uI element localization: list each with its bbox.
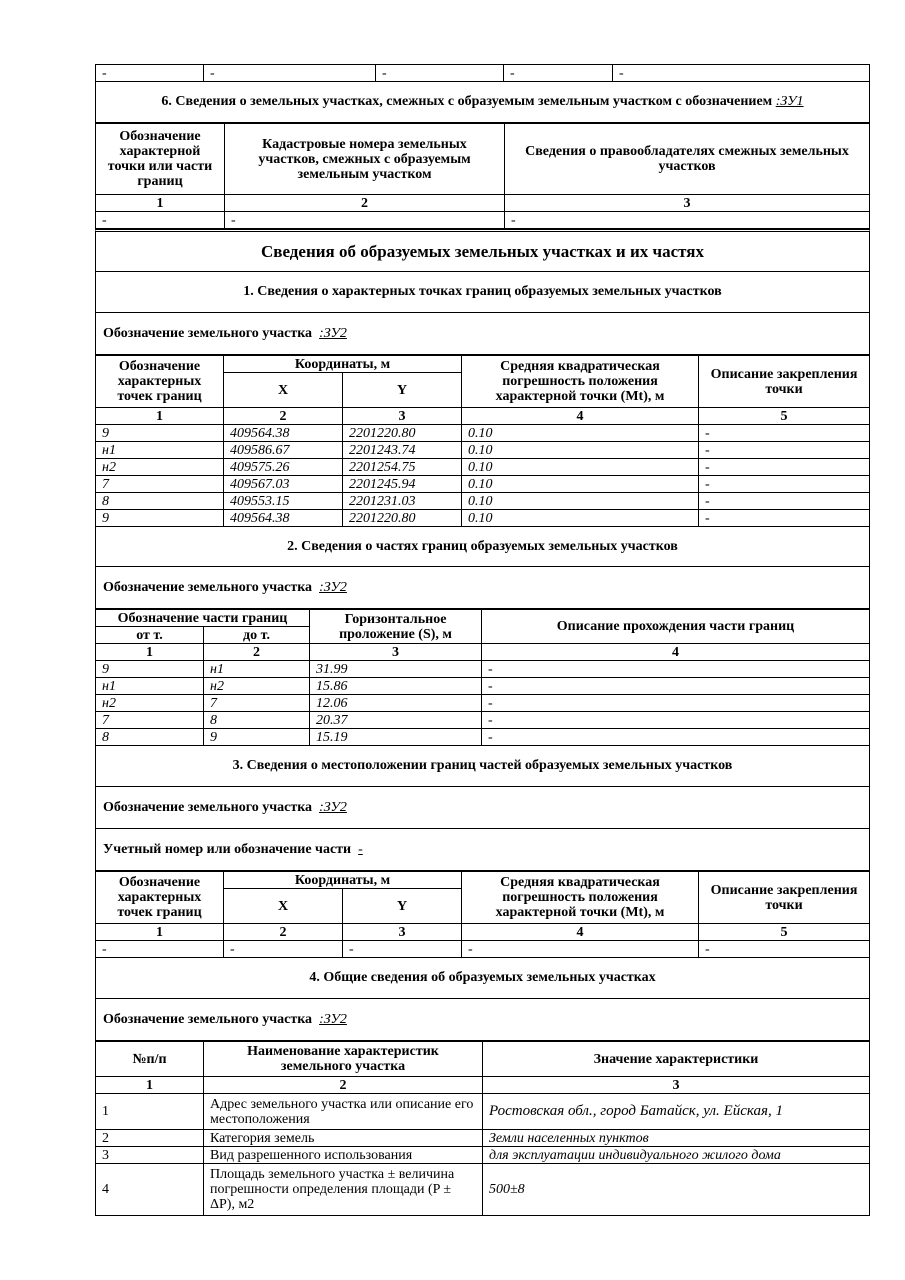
col-number-row	[96, 408, 870, 425]
cell: Категория земель	[204, 1130, 483, 1147]
col-header-error: Средняя квадратическая погрешность положения характерной точки (Mt), м	[462, 872, 699, 924]
section3-parcel-label: Обозначение земельного участка	[103, 799, 313, 815]
cell: 7	[96, 476, 224, 493]
cell: -	[224, 941, 343, 958]
cell: -	[699, 941, 870, 958]
col-header-error: Средняя квадратическая погрешность положения характерной точки (Mt), м	[462, 356, 699, 408]
cell: -	[505, 212, 870, 229]
col-number: 1	[96, 924, 224, 941]
header-row	[96, 124, 870, 195]
cell: 0.10	[462, 510, 699, 527]
cell: -	[699, 476, 870, 493]
col-number: 3	[343, 924, 462, 941]
table-row	[96, 65, 870, 82]
col-header-designation: Обозначение характерных точек границ	[96, 872, 224, 924]
adjacent-heading	[95, 82, 870, 123]
section1-parcel-row	[95, 313, 870, 355]
section3-parcel-value: :ЗУ2	[319, 799, 347, 815]
cell: Адрес земельного участка или описание его местоположения	[204, 1094, 483, 1130]
col-number: 2	[204, 644, 310, 661]
col-number: 3	[505, 195, 870, 212]
cell: 4	[96, 1164, 204, 1216]
section4-parcel-row	[95, 999, 870, 1041]
section1-parcel-label: Обозначение земельного участка	[103, 325, 313, 341]
col-number: 3	[483, 1077, 870, 1094]
cell: -	[482, 729, 870, 746]
table-row	[96, 442, 870, 459]
section2-parcel-label: Обозначение земельного участка	[103, 579, 313, 595]
col-header-fix: Описание закрепления точки	[699, 356, 870, 408]
col-number: 3	[343, 408, 462, 425]
main-title-text: Сведения об образуемых земельных участках и их частях	[261, 241, 704, 261]
document-frame	[95, 64, 870, 1216]
section1-parcel-value: :ЗУ2	[319, 325, 347, 341]
cell: -	[96, 65, 204, 82]
cell: 1	[96, 1094, 204, 1130]
col-header-name: Наименование характеристик земельного участка	[204, 1042, 483, 1077]
cell: 3	[96, 1147, 204, 1164]
col-number: 2	[225, 195, 505, 212]
cell: н1	[96, 678, 204, 695]
col-header-to: до т.	[204, 627, 310, 644]
cell: -	[96, 941, 224, 958]
header-row	[96, 610, 870, 627]
col-number: 1	[96, 1077, 204, 1094]
cell: -	[699, 510, 870, 527]
col-header-cadastral: Кадастровые номера земельных участков, смежных с образуемым земельным участком	[225, 124, 505, 195]
cell: 500±8	[483, 1164, 870, 1216]
table-row	[96, 1164, 870, 1216]
cell: 409564.38	[224, 425, 343, 442]
cell: 12.06	[310, 695, 482, 712]
col-header-fix: Описание закрепления точки	[699, 872, 870, 924]
adjacent-table	[95, 123, 870, 229]
table-row	[96, 695, 870, 712]
col-header-value: Значение характеристики	[483, 1042, 870, 1077]
cell: 2201231.03	[343, 493, 462, 510]
section2-parts-table	[95, 609, 870, 746]
cell: -	[613, 65, 870, 82]
section4-parcel-label: Обозначение земельного участка	[103, 1011, 313, 1027]
adjacent-heading-text: 6. Сведения о земельных участках, смежных с образуемым земельным участком с обозначением	[161, 94, 773, 109]
col-header-owners: Сведения о правообладателях смежных земельных участков	[505, 124, 870, 195]
header-row	[96, 872, 870, 889]
table-row	[96, 1094, 870, 1130]
col-header-coords: Координаты, м	[224, 356, 462, 373]
section4-general-table	[95, 1041, 870, 1216]
cell: 7	[204, 695, 310, 712]
section3-part-row	[95, 829, 870, 871]
col-number: 5	[699, 408, 870, 425]
col-number: 5	[699, 924, 870, 941]
cell: 0.10	[462, 493, 699, 510]
section3-part-label: Учетный номер или обозначение части	[103, 841, 352, 857]
cell: 0.10	[462, 459, 699, 476]
section3-heading: 3. Сведения о местоположении границ частей образуемых земельных участков	[95, 746, 870, 787]
cell: Площадь земельного участка ± величина погрешности определения площади (P ± ΔP), м2	[204, 1164, 483, 1216]
cell: 9	[204, 729, 310, 746]
section2-parcel-row	[95, 567, 870, 609]
cell: 2201220.80	[343, 510, 462, 527]
col-number-row	[96, 1077, 870, 1094]
header-row	[96, 1042, 870, 1077]
cell: Ростовская обл., город Батайск, ул. Ейская, 1	[483, 1094, 870, 1130]
col-header-designation: Обозначение характерных точек границ	[96, 356, 224, 408]
cell: Вид разрешенного использования	[204, 1147, 483, 1164]
table-row	[96, 1147, 870, 1164]
cell: 2201220.80	[343, 425, 462, 442]
col-header-length: Горизонтальное проложение (S), м	[310, 610, 482, 644]
table-row	[96, 476, 870, 493]
table-row	[96, 678, 870, 695]
cell: 409586.67	[224, 442, 343, 459]
cell: -	[482, 712, 870, 729]
col-number-row	[96, 644, 870, 661]
section2-heading: 2. Сведения о частях границ образуемых земельных участков	[95, 527, 870, 567]
col-header-desc: Описание прохождения части границ	[482, 610, 870, 644]
cell: -	[204, 65, 376, 82]
main-title	[95, 229, 870, 272]
cell: -	[482, 661, 870, 678]
cell: н1	[96, 442, 224, 459]
cell: -	[504, 65, 613, 82]
col-number: 4	[482, 644, 870, 661]
cell: 0.10	[462, 425, 699, 442]
adjacent-designation: :ЗУ1	[775, 94, 804, 109]
cell: -	[343, 941, 462, 958]
cell: для эксплуатации индивидуального жилого дома	[483, 1147, 870, 1164]
col-number: 4	[462, 408, 699, 425]
section2-parcel-value: :ЗУ2	[319, 579, 347, 595]
cell: 15.86	[310, 678, 482, 695]
cell: -	[699, 442, 870, 459]
col-header-y: Y	[343, 889, 462, 924]
header-row	[96, 356, 870, 373]
cell: 9	[96, 510, 224, 527]
col-header-part: Обозначение части границ	[96, 610, 310, 627]
cell: 15.19	[310, 729, 482, 746]
col-number: 2	[204, 1077, 483, 1094]
table-row	[96, 459, 870, 476]
table-row	[96, 212, 870, 229]
cell: -	[699, 425, 870, 442]
cell: 9	[96, 425, 224, 442]
cell: 20.37	[310, 712, 482, 729]
cell: 2201254.75	[343, 459, 462, 476]
col-header-coords: Координаты, м	[224, 872, 462, 889]
section1-points-table	[95, 355, 870, 527]
cell: н2	[96, 695, 204, 712]
cell: -	[699, 493, 870, 510]
col-header-y: Y	[343, 373, 462, 408]
cell: 8	[204, 712, 310, 729]
cell: 0.10	[462, 476, 699, 493]
section3-points-table	[95, 871, 870, 958]
table-row	[96, 510, 870, 527]
col-header-from: от т.	[96, 627, 204, 644]
cell: -	[699, 459, 870, 476]
table-row	[96, 712, 870, 729]
cell: -	[96, 212, 225, 229]
col-header-x: X	[224, 373, 343, 408]
col-header-point: Обозначение характерной точки или части границ	[96, 124, 225, 195]
cell: 2201245.94	[343, 476, 462, 493]
cell: -	[225, 212, 505, 229]
top-dash-row-table	[95, 64, 870, 82]
col-number: 4	[462, 924, 699, 941]
table-row	[96, 425, 870, 442]
section4-parcel-value: :ЗУ2	[319, 1011, 347, 1027]
cell: 8	[96, 729, 204, 746]
section3-parcel-row	[95, 787, 870, 829]
cell: 2201243.74	[343, 442, 462, 459]
col-number: 1	[96, 408, 224, 425]
table-row	[96, 729, 870, 746]
cell: н2	[96, 459, 224, 476]
cell: -	[376, 65, 504, 82]
cell: 409575.26	[224, 459, 343, 476]
cell: -	[462, 941, 699, 958]
table-row	[96, 1130, 870, 1147]
section4-heading: 4. Общие сведения об образуемых земельных участках	[95, 958, 870, 999]
col-number: 1	[96, 195, 225, 212]
col-header-num: №п/п	[96, 1042, 204, 1077]
col-number: 2	[224, 408, 343, 425]
cell: 7	[96, 712, 204, 729]
col-header-x: X	[224, 889, 343, 924]
cell: 2	[96, 1130, 204, 1147]
cell: 8	[96, 493, 224, 510]
col-number: 3	[310, 644, 482, 661]
cell: 409567.03	[224, 476, 343, 493]
cell: -	[482, 695, 870, 712]
cell: 0.10	[462, 442, 699, 459]
table-row	[96, 661, 870, 678]
section3-part-value: -	[358, 841, 363, 857]
table-row	[96, 493, 870, 510]
table-row	[96, 941, 870, 958]
col-number: 1	[96, 644, 204, 661]
cell: 409564.38	[224, 510, 343, 527]
cell: 9	[96, 661, 204, 678]
col-number-row	[96, 195, 870, 212]
cell: Земли населенных пунктов	[483, 1130, 870, 1147]
cell: 31.99	[310, 661, 482, 678]
col-number-row	[96, 924, 870, 941]
cell: н2	[204, 678, 310, 695]
cell: 409553.15	[224, 493, 343, 510]
section1-heading: 1. Сведения о характерных точках границ образуемых земельных участков	[95, 272, 870, 313]
col-number: 2	[224, 924, 343, 941]
cell: н1	[204, 661, 310, 678]
cell: -	[482, 678, 870, 695]
